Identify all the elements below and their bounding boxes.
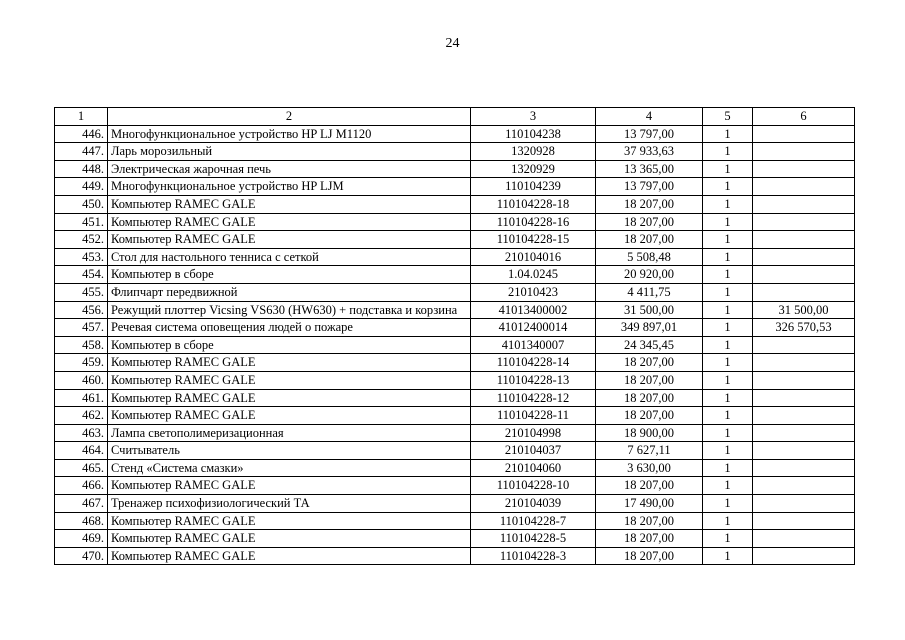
table-row bbox=[55, 248, 855, 266]
item-name-cell: Многофункциональное устройство HP LJM bbox=[108, 178, 471, 196]
quantity-cell: 1 bbox=[703, 231, 753, 249]
quantity-cell: 1 bbox=[703, 301, 753, 319]
price-cell: 18 207,00 bbox=[596, 512, 703, 530]
table-row bbox=[55, 442, 855, 460]
column-header-1: 1 bbox=[55, 108, 108, 126]
column-6-cell bbox=[753, 178, 855, 196]
table-row bbox=[55, 354, 855, 372]
row-number-cell: 454. bbox=[55, 266, 108, 284]
column-6-cell bbox=[753, 459, 855, 477]
table-row bbox=[55, 301, 855, 319]
item-name-cell: Компьютер RAMEC GALE bbox=[108, 407, 471, 425]
price-cell: 18 207,00 bbox=[596, 530, 703, 548]
item-name-cell: Стол для настольного тенниса с сеткой bbox=[108, 248, 471, 266]
item-name-cell: Режущий плоттер Vicsing VS630 (HW630) + подставка и корзина bbox=[108, 301, 471, 319]
quantity-cell: 1 bbox=[703, 354, 753, 372]
item-name-cell: Компьютер RAMEC GALE bbox=[108, 371, 471, 389]
item-name-cell: Компьютер RAMEC GALE bbox=[108, 389, 471, 407]
column-6-cell bbox=[753, 248, 855, 266]
column-6-cell bbox=[753, 371, 855, 389]
quantity-cell: 1 bbox=[703, 442, 753, 460]
quantity-cell: 1 bbox=[703, 248, 753, 266]
inventory-code-cell: 210104998 bbox=[471, 424, 596, 442]
price-cell: 5 508,48 bbox=[596, 248, 703, 266]
column-6-cell bbox=[753, 442, 855, 460]
price-cell: 18 207,00 bbox=[596, 547, 703, 565]
item-name-cell: Флипчарт передвижной bbox=[108, 283, 471, 301]
quantity-cell: 1 bbox=[703, 371, 753, 389]
table-row bbox=[55, 371, 855, 389]
column-6-cell bbox=[753, 160, 855, 178]
price-cell: 4 411,75 bbox=[596, 283, 703, 301]
page-number: 24 bbox=[445, 36, 460, 51]
quantity-cell: 1 bbox=[703, 125, 753, 143]
column-6-cell bbox=[753, 283, 855, 301]
item-name-cell: Компьютер RAMEC GALE bbox=[108, 213, 471, 231]
column-6-cell bbox=[753, 530, 855, 548]
inventory-code-cell: 1.04.0245 bbox=[471, 266, 596, 284]
inventory-code-cell: 210104016 bbox=[471, 248, 596, 266]
inventory-code-cell: 1320928 bbox=[471, 143, 596, 161]
row-number-cell: 463. bbox=[55, 424, 108, 442]
row-number-cell: 453. bbox=[55, 248, 108, 266]
quantity-cell: 1 bbox=[703, 530, 753, 548]
inventory-code-cell: 41012400014 bbox=[471, 319, 596, 337]
row-number-cell: 446. bbox=[55, 125, 108, 143]
table-row bbox=[55, 530, 855, 548]
inventory-code-cell: 110104228-16 bbox=[471, 213, 596, 231]
item-name-cell: Компьютер в сборе bbox=[108, 266, 471, 284]
price-cell: 37 933,63 bbox=[596, 143, 703, 161]
table-row bbox=[55, 283, 855, 301]
row-number-cell: 469. bbox=[55, 530, 108, 548]
inventory-code-cell: 210104037 bbox=[471, 442, 596, 460]
table-row bbox=[55, 125, 855, 143]
quantity-cell: 1 bbox=[703, 389, 753, 407]
item-name-cell: Компьютер RAMEC GALE bbox=[108, 530, 471, 548]
table-row bbox=[55, 231, 855, 249]
quantity-cell: 1 bbox=[703, 319, 753, 337]
table-row bbox=[55, 407, 855, 425]
inventory-code-cell: 110104228-7 bbox=[471, 512, 596, 530]
column-6-cell: 326 570,53 bbox=[753, 319, 855, 337]
inventory-code-cell: 41013400002 bbox=[471, 301, 596, 319]
price-cell: 24 345,45 bbox=[596, 336, 703, 354]
column-6-cell bbox=[753, 125, 855, 143]
column-6-cell bbox=[753, 231, 855, 249]
row-number-cell: 461. bbox=[55, 389, 108, 407]
inventory-code-cell: 110104228-3 bbox=[471, 547, 596, 565]
price-cell: 7 627,11 bbox=[596, 442, 703, 460]
quantity-cell: 1 bbox=[703, 407, 753, 425]
table-row bbox=[55, 547, 855, 565]
price-cell: 18 900,00 bbox=[596, 424, 703, 442]
inventory-code-cell: 110104228-12 bbox=[471, 389, 596, 407]
item-name-cell: Считыватель bbox=[108, 442, 471, 460]
item-name-cell: Речевая система оповещения людей о пожаре bbox=[108, 319, 471, 337]
quantity-cell: 1 bbox=[703, 160, 753, 178]
table-row bbox=[55, 266, 855, 284]
price-cell: 349 897,01 bbox=[596, 319, 703, 337]
inventory-code-cell: 110104239 bbox=[471, 178, 596, 196]
column-6-cell bbox=[753, 424, 855, 442]
item-name-cell: Компьютер в сборе bbox=[108, 336, 471, 354]
table-row bbox=[55, 178, 855, 196]
quantity-cell: 1 bbox=[703, 459, 753, 477]
price-cell: 17 490,00 bbox=[596, 495, 703, 513]
inventory-code-cell: 110104228-5 bbox=[471, 530, 596, 548]
row-number-cell: 452. bbox=[55, 231, 108, 249]
row-number-cell: 468. bbox=[55, 512, 108, 530]
table-row bbox=[55, 495, 855, 513]
row-number-cell: 447. bbox=[55, 143, 108, 161]
row-number-cell: 460. bbox=[55, 371, 108, 389]
row-number-cell: 448. bbox=[55, 160, 108, 178]
table-row bbox=[55, 160, 855, 178]
price-cell: 3 630,00 bbox=[596, 459, 703, 477]
row-number-cell: 470. bbox=[55, 547, 108, 565]
table-row bbox=[55, 424, 855, 442]
row-number-cell: 449. bbox=[55, 178, 108, 196]
inventory-code-cell: 110104228-18 bbox=[471, 195, 596, 213]
row-number-cell: 455. bbox=[55, 283, 108, 301]
quantity-cell: 1 bbox=[703, 213, 753, 231]
price-cell: 13 797,00 bbox=[596, 178, 703, 196]
item-name-cell: Тренажер психофизиологический ТА bbox=[108, 495, 471, 513]
price-cell: 18 207,00 bbox=[596, 477, 703, 495]
price-cell: 18 207,00 bbox=[596, 389, 703, 407]
item-name-cell: Компьютер RAMEC GALE bbox=[108, 354, 471, 372]
table-row bbox=[55, 336, 855, 354]
quantity-cell: 1 bbox=[703, 336, 753, 354]
inventory-code-cell: 210104060 bbox=[471, 459, 596, 477]
price-cell: 18 207,00 bbox=[596, 354, 703, 372]
price-cell: 18 207,00 bbox=[596, 407, 703, 425]
quantity-cell: 1 bbox=[703, 283, 753, 301]
row-number-cell: 457. bbox=[55, 319, 108, 337]
quantity-cell: 1 bbox=[703, 477, 753, 495]
row-number-cell: 464. bbox=[55, 442, 108, 460]
price-cell: 18 207,00 bbox=[596, 231, 703, 249]
item-name-cell: Стенд «Система смазки» bbox=[108, 459, 471, 477]
table-row bbox=[55, 512, 855, 530]
row-number-cell: 458. bbox=[55, 336, 108, 354]
quantity-cell: 1 bbox=[703, 495, 753, 513]
row-number-cell: 467. bbox=[55, 495, 108, 513]
quantity-cell: 1 bbox=[703, 424, 753, 442]
item-name-cell: Электрическая жарочная печь bbox=[108, 160, 471, 178]
row-number-cell: 462. bbox=[55, 407, 108, 425]
item-name-cell: Компьютер RAMEC GALE bbox=[108, 195, 471, 213]
column-header-4: 4 bbox=[596, 108, 703, 126]
quantity-cell: 1 bbox=[703, 143, 753, 161]
column-header-6: 6 bbox=[753, 108, 855, 126]
row-number-cell: 450. bbox=[55, 195, 108, 213]
column-6-cell bbox=[753, 407, 855, 425]
price-cell: 31 500,00 bbox=[596, 301, 703, 319]
inventory-code-cell: 4101340007 bbox=[471, 336, 596, 354]
price-cell: 18 207,00 bbox=[596, 213, 703, 231]
inventory-code-cell: 21010423 bbox=[471, 283, 596, 301]
column-header-3: 3 bbox=[471, 108, 596, 126]
inventory-code-cell: 110104228-14 bbox=[471, 354, 596, 372]
item-name-cell: Многофункциональное устройство HP LJ M1120 bbox=[108, 125, 471, 143]
quantity-cell: 1 bbox=[703, 178, 753, 196]
column-6-cell bbox=[753, 495, 855, 513]
row-number-cell: 451. bbox=[55, 213, 108, 231]
column-6-cell bbox=[753, 336, 855, 354]
price-cell: 18 207,00 bbox=[596, 371, 703, 389]
column-6-cell bbox=[753, 477, 855, 495]
column-6-cell bbox=[753, 266, 855, 284]
item-name-cell: Лампа светополимеризационная bbox=[108, 424, 471, 442]
row-number-cell: 459. bbox=[55, 354, 108, 372]
inventory-code-cell: 110104228-13 bbox=[471, 371, 596, 389]
table-body bbox=[55, 125, 855, 565]
column-6-cell bbox=[753, 547, 855, 565]
table-header-row bbox=[55, 108, 855, 126]
table-row bbox=[55, 459, 855, 477]
table-row bbox=[55, 389, 855, 407]
inventory-code-cell: 1320929 bbox=[471, 160, 596, 178]
row-number-cell: 465. bbox=[55, 459, 108, 477]
column-6-cell bbox=[753, 195, 855, 213]
table-row bbox=[55, 213, 855, 231]
column-6-cell bbox=[753, 143, 855, 161]
quantity-cell: 1 bbox=[703, 547, 753, 565]
column-6-cell bbox=[753, 354, 855, 372]
inventory-code-cell: 110104228-10 bbox=[471, 477, 596, 495]
inventory-code-cell: 110104228-15 bbox=[471, 231, 596, 249]
item-name-cell: Компьютер RAMEC GALE bbox=[108, 231, 471, 249]
quantity-cell: 1 bbox=[703, 195, 753, 213]
table-row bbox=[55, 195, 855, 213]
table-row bbox=[55, 143, 855, 161]
column-6-cell bbox=[753, 213, 855, 231]
quantity-cell: 1 bbox=[703, 512, 753, 530]
quantity-cell: 1 bbox=[703, 266, 753, 284]
column-header-2: 2 bbox=[108, 108, 471, 126]
table-row bbox=[55, 477, 855, 495]
price-cell: 18 207,00 bbox=[596, 195, 703, 213]
item-name-cell: Компьютер RAMEC GALE bbox=[108, 512, 471, 530]
item-name-cell: Компьютер RAMEC GALE bbox=[108, 547, 471, 565]
inventory-code-cell: 110104228-11 bbox=[471, 407, 596, 425]
column-6-cell bbox=[753, 512, 855, 530]
item-name-cell: Компьютер RAMEC GALE bbox=[108, 477, 471, 495]
column-6-cell: 31 500,00 bbox=[753, 301, 855, 319]
price-cell: 13 797,00 bbox=[596, 125, 703, 143]
inventory-table bbox=[54, 107, 855, 565]
inventory-code-cell: 110104238 bbox=[471, 125, 596, 143]
row-number-cell: 456. bbox=[55, 301, 108, 319]
price-cell: 13 365,00 bbox=[596, 160, 703, 178]
item-name-cell: Ларь морозильный bbox=[108, 143, 471, 161]
table-row bbox=[55, 319, 855, 337]
price-cell: 20 920,00 bbox=[596, 266, 703, 284]
column-6-cell bbox=[753, 389, 855, 407]
column-header-5: 5 bbox=[703, 108, 753, 126]
row-number-cell: 466. bbox=[55, 477, 108, 495]
inventory-code-cell: 210104039 bbox=[471, 495, 596, 513]
